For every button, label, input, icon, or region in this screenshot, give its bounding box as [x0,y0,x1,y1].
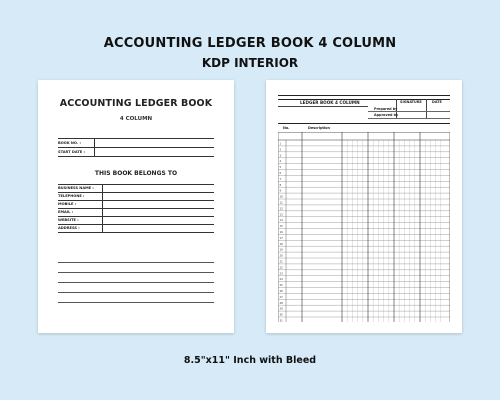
approved-by-label: Approved by [374,113,399,117]
row-number: 19 [279,248,283,252]
form-line [58,232,214,233]
business-name-label: BUSINESS NAME : [58,186,94,190]
row-number: 11 [279,201,283,205]
note-line [58,302,214,303]
row-number: 22 [279,266,283,270]
row-number: 24 [279,278,283,282]
row-number: 17 [279,236,283,240]
note-line [58,292,214,293]
cover-subtitle: 4 COLUMN [119,116,153,122]
row-number: 15 [279,225,283,229]
address-label: ADDRESS : [58,226,80,230]
row-number: 7 [279,177,282,181]
cover-page-preview [38,80,234,333]
telephone-label: TELEPHONE : [58,194,85,198]
row-number: 12 [279,207,283,211]
row-number: 29 [279,307,283,311]
row-number: 13 [279,213,283,217]
row-number: 25 [279,284,283,288]
row-number: 28 [279,301,283,305]
signature-label: SIGNATURE [400,100,422,104]
book-no-label: BOOK NO. : [58,141,81,145]
row-number: 9 [279,189,282,193]
header-rule [368,111,450,112]
form-line [58,208,214,209]
form-line [58,216,214,217]
form-line [58,224,214,225]
prepared-by-label: Prepared by [374,107,398,111]
row-number: 8 [279,183,282,187]
row-number: 23 [279,272,283,276]
row-number: 26 [279,290,283,293]
mobile-label: MOBILE : [58,202,77,206]
header-rule [278,95,450,96]
form-line [58,147,214,148]
form-divider [102,184,103,232]
ledger-page-preview [266,80,462,333]
row-number: 1 [279,142,282,146]
email-label: EMAIL : [58,210,74,214]
row-number: 2 [279,148,282,152]
date-label: DATE [432,100,442,104]
row-number: 18 [279,242,283,246]
row-number: 14 [279,219,283,223]
header-rule [278,106,368,107]
belongs-heading: THIS BOOK BELONGS TO [94,170,178,177]
ledger-title: LEDGER BOOK 4 COLUMN [300,100,360,105]
row-number: 27 [279,295,283,299]
col-description-header: Description [308,126,330,130]
col-no-header: No. [283,126,290,130]
row-number: 6 [279,172,282,175]
row-number: 16 [279,231,283,234]
ledger-grid [278,132,450,322]
row-number: 30 [279,313,283,317]
form-line [58,156,214,157]
note-line [58,262,214,263]
form-line [58,192,214,193]
row-number: 5 [279,166,282,170]
form-line [58,138,214,139]
row-number: 10 [279,195,283,199]
size-note: 8.5"x11" Inch with Bleed [183,355,317,366]
header-rule [368,118,450,119]
banner-subtitle: KDP INTERIOR [201,56,299,70]
form-line [58,184,214,185]
website-label: WEBSITE : [58,218,79,222]
row-number: 4 [279,160,282,164]
header-divider [426,99,427,119]
form-line [58,200,214,201]
start-date-label: START DATE : [58,150,85,154]
note-line [58,272,214,273]
row-number: 31 [279,319,283,322]
row-number: 3 [279,154,282,158]
form-divider [94,138,95,156]
banner-title: ACCOUNTING LEDGER BOOK 4 COLUMN [103,36,397,51]
row-number: 20 [279,254,283,258]
cover-title: ACCOUNTING LEDGER BOOK [59,98,213,109]
note-line [58,282,214,283]
table-rule [278,123,450,124]
row-number: 21 [279,260,283,264]
